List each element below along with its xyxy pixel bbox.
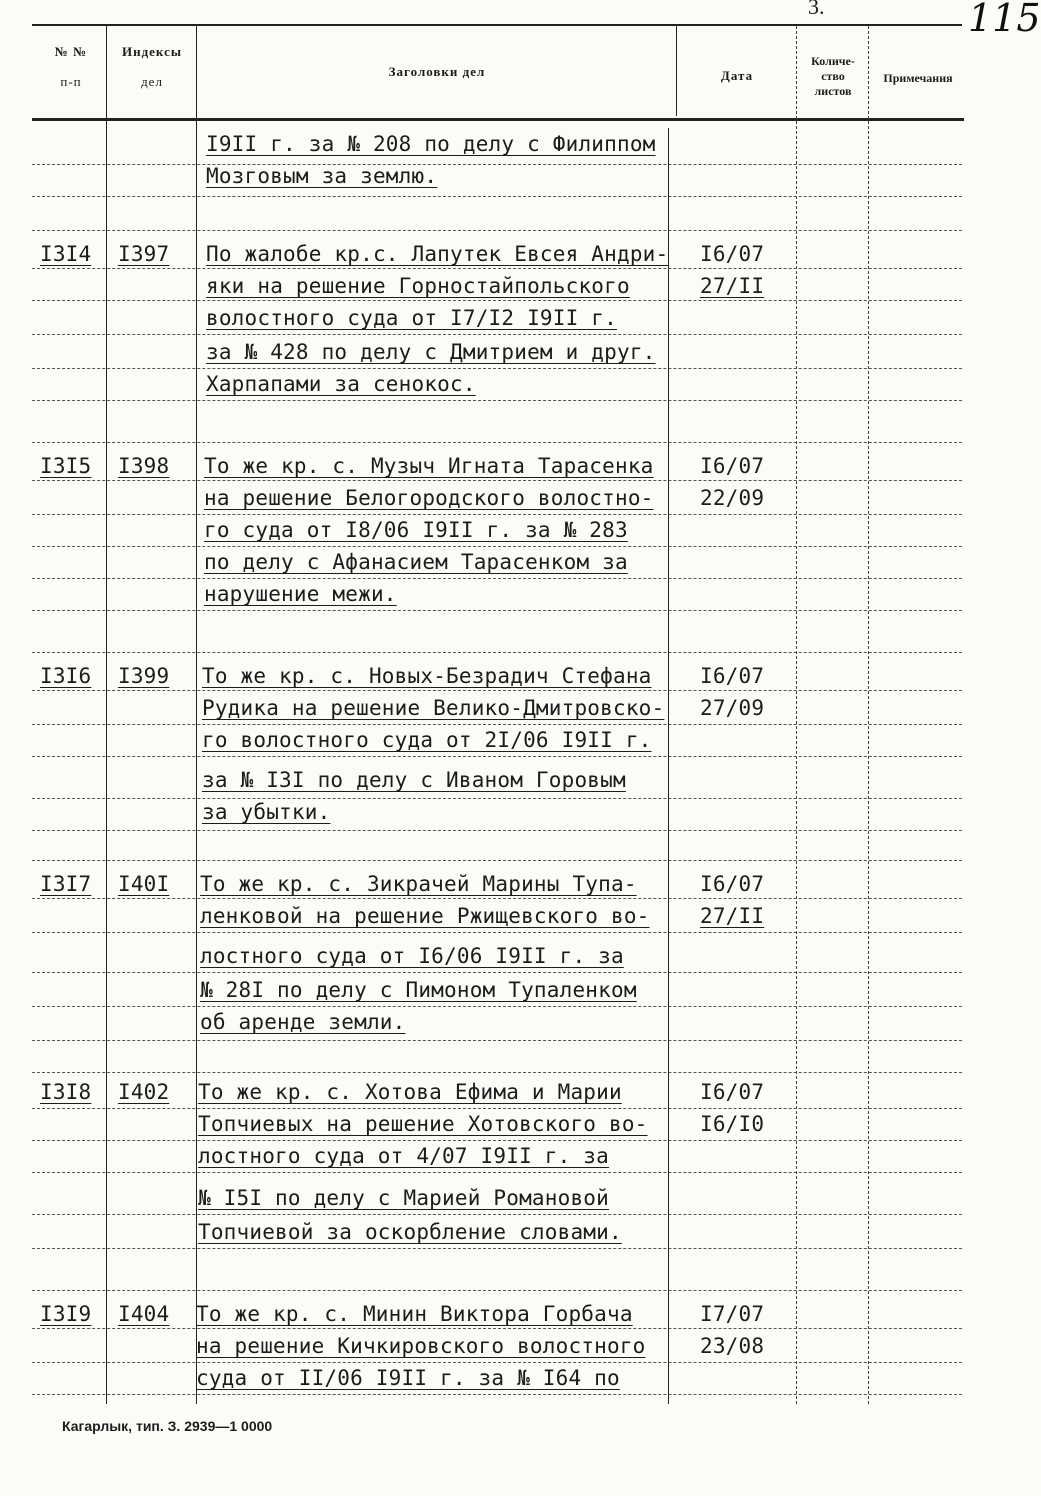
entry-date: 27/II: [700, 904, 765, 928]
table-top-rule: [32, 24, 962, 26]
header-index-line2: дел: [141, 74, 163, 89]
entry-date: I7/07: [700, 1302, 765, 1326]
entry-title-line: го суда от I8/06 I9II г. за № 283: [204, 518, 628, 542]
handwritten-folio-number: 115: [968, 0, 1041, 40]
entry-date: I6/07: [700, 1080, 765, 1104]
row-rule: [32, 1328, 962, 1329]
entry-number: I3I4: [40, 242, 92, 266]
row-rule: [32, 1394, 962, 1395]
row-rule: [32, 1140, 962, 1141]
entry-index: I397: [118, 242, 170, 266]
row-rule: [32, 898, 962, 899]
col-divider-5: [868, 26, 869, 1404]
row-rule: [32, 690, 962, 691]
entry-date: I6/I0: [700, 1112, 765, 1136]
row-rule: [32, 300, 962, 301]
entry-index: I398: [118, 454, 170, 478]
header-num-line1: № №: [54, 44, 88, 59]
row-rule: [32, 1214, 962, 1215]
row-rule: [32, 268, 962, 269]
entry-title-line: По жалобе кр.с. Лапутек Евсея Андри-: [206, 242, 669, 266]
entry-index: I402: [118, 1080, 170, 1104]
entry-number: I3I7: [40, 872, 92, 896]
header-num-line2: п-п: [60, 74, 82, 89]
row-rule: [32, 1290, 962, 1291]
entry-title-line: ленковой на решение Ржищевского во-: [200, 904, 650, 928]
row-rule: [32, 442, 962, 443]
entry-number: I3I9: [40, 1302, 92, 1326]
header-sheets-line2: ство: [821, 69, 845, 83]
entry-title-line: го волостного суда от 2I/06 I9II г.: [202, 728, 652, 752]
entry-title-line: То же кр. с. Минин Виктора Горбача: [196, 1302, 633, 1326]
row-rule: [32, 756, 962, 757]
row-rule: [32, 164, 962, 165]
entry-date: I6/07: [700, 454, 765, 478]
entry-title-line: на решение Белогородского волостно-: [204, 486, 654, 510]
row-rule: [32, 972, 962, 973]
entry-title-line: суда от II/06 I9II г. за № I64 по: [196, 1366, 620, 1390]
entry-index: I404: [118, 1302, 170, 1326]
entry-index: I399: [118, 664, 170, 688]
row-rule: [32, 196, 962, 197]
header-sheets-line3: листов: [814, 84, 852, 98]
entry-title-line: То же кр. с. Зикрачей Марины Тупа-: [200, 872, 637, 896]
row-rule: [32, 514, 962, 515]
row-rule: [32, 230, 962, 231]
row-rule: [32, 400, 962, 401]
col-divider-3b: [668, 128, 669, 1404]
row-rule: [32, 860, 962, 861]
row-rule: [32, 480, 962, 481]
row-rule: [32, 652, 962, 653]
entry-title-line: Топчиевых на решение Хотовского во-: [198, 1112, 648, 1136]
row-rule: [32, 724, 962, 725]
header-date: Дата: [720, 68, 754, 83]
entry-title-line: № I5I по делу с Марией Романовой: [198, 1186, 609, 1210]
entry-title-line: нарушение межи.: [204, 582, 397, 606]
entry-number: I3I8: [40, 1080, 92, 1104]
entry-title-line: волостного суда от I7/I2 I9II г.: [206, 306, 617, 330]
row-rule: [32, 798, 962, 799]
entry-date: 23/08: [700, 1334, 765, 1358]
entry-title-line: Топчиевой за оскорбление словами.: [198, 1220, 622, 1244]
row-rule: [32, 1006, 962, 1007]
col-divider-2: [196, 26, 197, 1404]
col-divider-3: [676, 26, 677, 116]
entry-title-line: об аренде земли.: [200, 1010, 406, 1034]
row-rule: [32, 932, 962, 933]
row-rule: [32, 1362, 962, 1363]
row-rule: [32, 368, 962, 369]
row-rule: [32, 610, 962, 611]
row-rule: [32, 1172, 962, 1173]
entry-title-line: за убытки.: [202, 800, 331, 824]
entry-title-line: лостного суда от I6/06 I9II г. за: [200, 944, 624, 968]
header-title: Заголовки дел: [388, 64, 486, 79]
entry-date: I6/07: [700, 872, 765, 896]
entry-index: I40I: [118, 872, 170, 896]
entry-title-line: То же кр. с. Музыч Игната Тарасенка: [204, 454, 654, 478]
entry-title-line: за № 428 по делу с Дмитрием и друг.: [206, 340, 656, 364]
entry-title-line: за № I3I по делу с Иваном Горовым: [202, 768, 626, 792]
col-divider-1: [106, 26, 107, 1404]
entry-date: I6/07: [700, 664, 765, 688]
header-notes: Примечания: [883, 71, 953, 85]
entry-title-line: по делу с Афанасием Тарасенком за: [204, 550, 628, 574]
entry-title-line: на решение Кичкировского волостного: [196, 1334, 646, 1358]
page-number: 3.: [808, 0, 825, 19]
entry-title-line: То же кр. с. Новых-Безрадич Стефана: [202, 664, 652, 688]
entry-number: I3I6: [40, 664, 92, 688]
header-index: [108, 44, 196, 90]
entry-date: I6/07: [700, 242, 765, 266]
print-imprint: Кагарлык, тип. З. 2939—1 0000: [62, 1418, 273, 1434]
header-index-line1: Индексы: [121, 44, 183, 59]
row-rule: [32, 830, 962, 831]
entry-title-line: яки на решение Горностайпольского: [206, 274, 630, 298]
entry-title-line: лостного суда от 4/07 I9II г. за: [198, 1144, 609, 1168]
header-num: [36, 44, 106, 90]
row-rule: [32, 334, 962, 335]
row-rule: [32, 1248, 962, 1249]
row-rule: [32, 1108, 962, 1109]
entry-date: 27/09: [700, 696, 765, 720]
header-sheets: [798, 54, 868, 99]
entry-title-line: Харпапами за сенокос.: [206, 372, 476, 396]
entry-date: 22/09: [700, 486, 765, 510]
entry-date: 27/II: [700, 274, 765, 298]
entry-title-line: Рудика на решение Велико-Дмитровско-: [202, 696, 665, 720]
entry-title-line: Мозговым за землю.: [206, 164, 438, 188]
header-sheets-line1: Количе-: [811, 54, 855, 68]
entry-title-line: I9II г. за № 208 по делу с Филиппом: [206, 132, 656, 156]
entry-title-line: № 28I по делу с Пимоном Тупаленком: [200, 978, 637, 1002]
entry-title-line: То же кр. с. Хотова Ефима и Марии: [198, 1080, 622, 1104]
row-rule: [32, 546, 962, 547]
row-rule: [32, 1072, 962, 1073]
entry-number: I3I5: [40, 454, 92, 478]
col-divider-4: [796, 26, 797, 1404]
header-bottom-rule: [32, 118, 964, 121]
row-rule: [32, 1040, 962, 1041]
row-rule: [32, 578, 962, 579]
